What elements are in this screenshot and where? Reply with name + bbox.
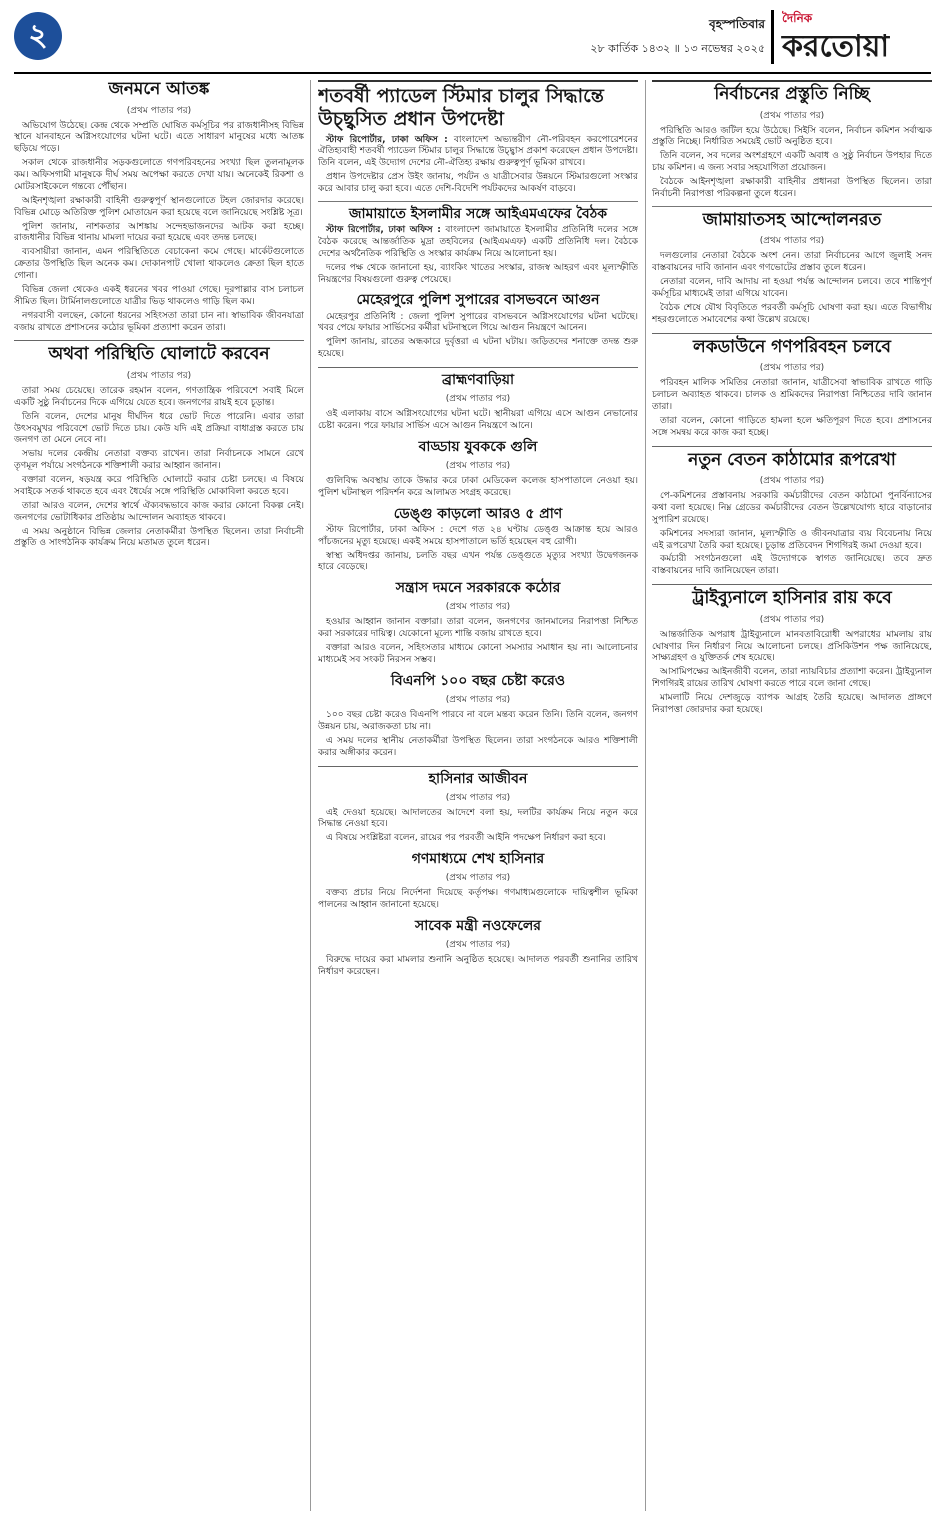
story-headline: জনমনে আতঙ্ক <box>108 80 210 99</box>
story-headline: জামায়াতে ইসলামীর সঙ্গে আইএমএফের বৈঠক <box>349 205 607 222</box>
paragraph: বিরুদ্ধে দায়ের করা মামলার শুনানি অনুষ্ঠিত হয়েছে। আদালত পরবর্তী শুনানির তারিখ নির্ধারণ করেছেন। <box>318 955 638 978</box>
column-divider <box>645 80 646 1511</box>
paragraph: তারা বলেন, কোনো গাড়িতে হামলা হলে ক্ষতিপূরণ দিতে হবে। প্রশাসনের সঙ্গে সমন্বয় করে কাজ করা হচ্ছে। <box>652 415 932 438</box>
paragraph: তারা আরও বলেন, দেশের স্বার্থে ঐক্যবদ্ধভাবে কাজ করার কোনো বিকল্প নেই। জনগণের ভোটাধিকার প্রতিষ্ঠায় আন্দোলন অব্যাহত থাকবে। <box>14 500 304 523</box>
story-body <box>652 378 932 439</box>
masthead <box>0 0 945 74</box>
story-tribunal <box>652 589 932 717</box>
story-headline: অথবা পরিস্থিতি ঘোলাটে করবেন <box>48 344 270 365</box>
section-rule <box>652 446 932 447</box>
story-headline: নির্বাচনের প্রস্তুতি নিচ্ছি <box>714 84 870 104</box>
paragraph: দলগুলোর নেতারা বৈঠকে অংশ নেন। তারা নির্বাচনের আগে জুলাই সনদ বাস্তবায়নের দাবি জানান এবং গণভোটের প্রস্তাব তুলে ধরেন। <box>652 251 932 274</box>
section-rule <box>318 766 638 767</box>
story-kicker: (প্রথম পাতার পর) <box>759 110 825 121</box>
story-body <box>14 121 304 335</box>
story-headline: ট্রাইব্যুনালে হাসিনার রায় কবে <box>692 588 892 609</box>
paragraph: পুলিশ জানায়, রাতের অন্ধকারে দুর্বৃত্তরা এ ঘটনা ঘটায়। জড়িতদের শনাক্তে তদন্ত শুরু হয়েছে। <box>318 337 638 360</box>
story-body <box>318 617 638 667</box>
paragraph-text: বাংলাদেশ অভ্যন্তরীণ নৌ-পরিবহন করপোরেশনের ঐতিহ্যবাহী শতবর্ষী প্যাডেল স্টিমার চালুর সিদ্ধান্তে উচ্ছ্বাস প্রকাশ করেছেন প্রধান উপদেষ্টা। তিনি বলেন, এই উদ্যোগ দেশের নৌ-ঐতিহ্য রক্ষায় গুরুত্বপূর্ণ ভূমিকা রাখবে। <box>318 134 638 169</box>
story-dengue <box>318 506 638 575</box>
byline: স্টাফ রিপোর্টার, ঢাকা অফিস : <box>326 225 441 236</box>
paragraph: এই দেওয়া হয়েছে। আদালতের আদেশে বলা হয়, দলটির কার্যক্রম নিয়ে নতুন করে সিদ্ধান্ত নেওয়া হবে। <box>318 807 638 830</box>
right-column <box>652 80 932 1511</box>
paragraph: অভিযোগ উঠেছে। কেন্দ্র থেকে সম্প্রতি ঘোষিত কর্মসূচির পর রাজধানীসহ বিভিন্ন স্থানে যানবাহনে অগ্নিসংযোগের ঘটনা ঘটে। এতে সাধারণ মানুষের মধ্যে আতঙ্ক ছড়িয়ে পড়ে। <box>14 120 304 155</box>
story-kicker: (প্রথম পাতার পর) <box>126 105 192 116</box>
story-body <box>318 312 638 362</box>
story-headline: গণমাধ্যমে শেখ হাসিনার <box>411 851 545 868</box>
story-body <box>318 225 638 286</box>
issue-date: ২৮ কার্তিক ১৪৩২ ॥ ১৩ নভেম্বর ২০২৫ <box>590 42 765 55</box>
paragraph: কমিশনের সদস্যরা জানান, মূল্যস্ফীতি ও জীবনযাত্রার ব্যয় বিবেচনায় নিয়ে এই রূপরেখা তৈরি করা হয়েছে। চূড়ান্ত প্রতিবেদন শিগগিরই জমা দেওয়া হবে। <box>652 528 932 551</box>
paragraph: পুলিশ জানায়, নাশকতার আশঙ্কায় সন্দেহভাজনদের আটক করা হচ্ছে। রাজধানীর বিভিন্ন থানায় মামলা দায়ের করা হয়েছে এবং তদন্ত চলছে। <box>14 221 304 244</box>
story-headline: লকডাউনে গণপরিবহন চলবে <box>693 336 891 357</box>
paragraph: পে-কমিশনের প্রস্তাবনায় সরকারি কর্মচারীদের বেতন কাঠামো পুনর্বিন্যাসের কথা বলা হয়েছে। নিম্ন গ্রেডের কর্মচারীদের বেতন উল্লেখযোগ্য হারে বাড়ানোর সুপারিশ রয়েছে। <box>652 491 932 525</box>
paragraph-text: বাংলাদেশ জামায়াতে ইসলামীর প্রতিনিধি দলের সঙ্গে বৈঠক করেছে আন্তর্জাতিক মুদ্রা তহবিলের (আইএমএফ) একটি প্রতিনিধি দল। বৈঠকে দেশের অর্থনৈতিক পরিস্থিতি ও সংস্কার কার্যক্রম নিয়ে আলোচনা হয়। <box>318 225 638 259</box>
paragraph: স্বাস্থ্য অধিদপ্তর জানায়, চলতি বছর এখন পর্যন্ত ডেঙ্গুতে মৃত্যুর সংখ্যা উদ্বেগজনক হারে বেড়েছে। <box>318 550 638 573</box>
story-kicker: (প্রথম পাতার পর) <box>759 236 825 247</box>
story-nirbachon-prostuti <box>652 80 932 207</box>
story-hasina-ajibon <box>318 771 638 846</box>
story-body <box>318 955 638 979</box>
byline: স্টাফ রিপোর্টার, ঢাকা অফিস : <box>326 134 448 145</box>
story-body <box>652 126 932 201</box>
story-badda <box>318 439 638 500</box>
paragraph: বক্তব্য প্রচার নিয়ে নির্দেশনা দিয়েছে কর্তৃপক্ষ। গণমাধ্যমগুলোকে দায়িত্বশীল ভূমিকা পালনের আহ্বান জানানো হয়েছে। <box>318 888 638 911</box>
paragraph: পরিবহন মালিক সমিতির নেতারা জানান, যাত্রীসেবা স্বাভাবিক রাখতে গাড়ি চলাচল অব্যাহত থাকবে। চালক ও শ্রমিকদের নিরাপত্তা নিশ্চিতের দাবি জানান তারা। <box>652 378 932 412</box>
paragraph: গুলিবিদ্ধ অবস্থায় তাকে উদ্ধার করে ঢাকা মেডিকেল কলেজ হাসপাতালে নেওয়া হয়। পুলিশ ঘটনাস্থল পরিদর্শন করে আলামত সংগ্রহ করেছে। <box>318 475 638 498</box>
story-kicker: (প্রথম পাতার পর) <box>445 792 511 803</box>
paragraph: আইনশৃঙ্খলা রক্ষাকারী বাহিনী গুরুত্বপূর্ণ স্থানগুলোতে টহল জোরদার করেছে। বিভিন্ন মোড়ে অতিরিক্ত পুলিশ মোতায়েন করা হয়েছে বলে জানিয়েছে সংশ্লিষ্ট সূত্র। <box>14 195 304 218</box>
section-rule <box>318 367 638 368</box>
story-headline: নতুন বেতন কাঠামোর রূপরেখা <box>688 449 896 470</box>
masthead-rule <box>14 72 931 74</box>
story-body <box>652 630 932 717</box>
paragraph: ব্যবসায়ীরা জানান, এমন পরিস্থিতিতে বেচাকেনা কমে গেছে। মার্কেটগুলোতে ক্রেতার উপস্থিতি ছিল অনেক কম। দোকানপাট খোলা থাকলেও ক্রেতা ছিল হাতে গোনা। <box>14 247 304 282</box>
paragraph: পরিস্থিতি আরও জটিল হয়ে উঠেছে। সিইসি বলেন, নির্বাচন কমিশন সর্বাত্মক প্রস্তুতি নিচ্ছে। নির্ধারিত সময়েই ভোট অনুষ্ঠিত হবে। <box>652 125 932 148</box>
story-kicker: (প্রথম পাতার পর) <box>445 394 511 405</box>
story-kicker: (প্রথম পাতার পর) <box>445 873 511 884</box>
paragraph: মামলাটি নিয়ে দেশজুড়ে ব্যাপক আগ্রহ তৈরি হয়েছে। আদালত প্রাঙ্গণে নিরাপত্তা জোরদার করা হয়েছে। <box>652 693 932 715</box>
story-kicker: (প্রথম পাতার পর) <box>445 695 511 705</box>
story-body <box>318 808 638 846</box>
paragraph: এ সময় দলের স্থানীয় নেতাকর্মীরা উপস্থিত ছিলেন। তারা সংগঠনকে আরও শক্তিশালী করার অঙ্গীকার করেন। <box>318 735 638 758</box>
paragraph: বৈঠক শেষে যৌথ বিবৃতিতে পরবর্তী কর্মসূচি ঘোষণা করা হয়। এতে বিভাগীয় শহরগুলোতে সমাবেশের কথা উল্লেখ রয়েছে। <box>652 302 932 325</box>
story-brahmanbaria <box>318 372 638 433</box>
paragraph: আসামিপক্ষের আইনজীবী বলেন, তারা ন্যায়বিচার প্রত্যাশা করেন। ট্রাইব্যুনাল শিগগিরই রায়ের তারিখ ঘোষণা করতে পারে বলে জানা গেছে। <box>652 667 932 690</box>
story-kicker: (প্রথম পাতার পর) <box>759 363 825 374</box>
story-headline: হাসিনার আজীবন <box>428 770 528 787</box>
paragraph: সভায় দলের কেন্দ্রীয় নেতারা বক্তব্য রাখেন। তারা নির্বাচনকে সামনে রেখে তৃণমূল পর্যায়ে সংগঠনকে শক্তিশালী করার আহ্বান জানান। <box>14 449 304 472</box>
paragraph: হওয়ার আহ্বান জানান বক্তারা। তারা বলেন, জনগণের জানমালের নিরাপত্তা নিশ্চিত করা সরকারের দায়িত্ব। যেকোনো মূল্যে শান্তি বজায় রাখতে হবে। <box>318 617 638 640</box>
issue-day: বৃহস্পতিবার <box>709 17 765 31</box>
story-body <box>318 888 638 912</box>
story-kicker: (প্রথম পাতার পর) <box>445 460 511 471</box>
date-block <box>590 16 765 59</box>
story-kicker: (প্রথম পাতার পর) <box>759 476 825 487</box>
paragraph: এ সময় অনুষ্ঠানে বিভিন্ন জেলার নেতাকর্মীরা উপস্থিত ছিলেন। তারা নির্বাচনী প্রস্তুতি ও সাংগঠনিক কার্যক্রম নিয়ে মতামত তুলে ধরেন। <box>14 526 304 549</box>
logo-prefix: দৈনিক <box>782 11 813 25</box>
story-lead-steamer <box>318 80 638 202</box>
story-jamaat-imf <box>318 206 638 286</box>
story-gonomadhyome <box>318 851 638 912</box>
story-lockdown <box>652 338 932 440</box>
story-headline: বিএনপি ১০০ বছর চেষ্টা করেও <box>390 672 566 689</box>
paragraph: দলের পক্ষ থেকে জানানো হয়, ব্যাংকিং খাতের সংস্কার, রাজস্ব আহরণ এবং মূল্যস্ফীতি নিয়ন্ত্রণের বিষয়গুলো গুরুত্ব পেয়েছে। <box>318 262 638 285</box>
story-headline: মেহেরপুরে পুলিশ সুপারের বাসভবনে আগুন <box>356 292 600 309</box>
lead-headline: শতবর্ষী প্যাডেল স্টিমার চালুর সিদ্ধান্তে উচ্ছ্বসিত প্রধান উপদেষ্টা <box>318 85 604 130</box>
story-headline: ব্রাহ্মণবাড়িয়া <box>441 372 515 389</box>
paragraph: নগরবাসী বলছেন, কোনো ধরনের সহিংসতা তারা চান না। স্বাভাবিক জীবনযাত্রা বজায় রাখতে প্রশাসনের কঠোর ভূমিকা প্রত্যাশা করেন তারা। <box>14 310 304 333</box>
story-meherpur <box>318 292 638 361</box>
paragraph: স্টাফ রিপোর্টার, ঢাকা অফিস : দেশে গত ২৪ ঘণ্টায় ডেঙ্গু আক্রান্ত হয়ে আরও পাঁচজনের মৃত্যু হয়েছে। একই সময়ে হাসপাতালে ভর্তি হয়েছেন বহু রোগী। <box>318 524 638 547</box>
paragraph: কর্মচারী সংগঠনগুলো এই উদ্যোগকে স্বাগত জানিয়েছে। তবে দ্রুত বাস্তবায়নের দাবি জানিয়েছেন তারা। <box>652 554 932 577</box>
middle-column <box>318 80 638 1511</box>
story-headline: ডেঙ্গু কাড়লো আরও ৫ প্রাণ <box>393 505 563 522</box>
story-headline: জামায়াতসহ আন্দোলনরত <box>702 209 882 230</box>
paragraph: ১০০ বছর চেষ্টা করেও বিএনপি পারবে না বলে মন্তব্য করেন তিনি। তিনি বলেন, জনগণ উন্নয়ন চায়, অরাজকতা চায় না। <box>318 710 638 732</box>
paragraph: বক্তারা আরও বলেন, সহিংসতার মাধ্যমে কোনো সমস্যার সমাধান হয় না। আলোচনার মাধ্যমেই সব সংকট নিরসন সম্ভব। <box>318 643 638 666</box>
paragraph: বৈঠকে আইনশৃঙ্খলা রক্ষাকারী বাহিনীর প্রধানরা উপস্থিত ছিলেন। তারা নির্বাচনী নিরাপত্তা পরিকল্পনা তুলে ধরেন। <box>652 177 932 199</box>
story-body <box>318 409 638 433</box>
paragraph <box>318 225 638 261</box>
story-headline: সাবেক মন্ত্রী নওফেলের <box>414 918 542 935</box>
page-number-badge: ২ <box>14 12 62 60</box>
logo-name: করতোয়া <box>782 29 890 64</box>
paragraph: ওই এলাকায় বাসে অগ্নিসংযোগের ঘটনা ঘটে। স্থানীয়রা এগিয়ে এসে আগুন নেভানোর চেষ্টা করেন। পরে ফায়ার সার্ভিস এসে আগুন নিয়ন্ত্রণে আনে। <box>318 409 638 431</box>
story-kicker: (প্রথম পাতার পর) <box>445 602 511 613</box>
story-bnp-100 <box>318 673 638 760</box>
story-kicker: (প্রথম পাতার পর) <box>759 614 825 625</box>
story-jonomone-atonko <box>14 80 304 334</box>
paragraph: প্রধান উপদেষ্টার প্রেস উইং জানায়, পর্যটন ও যাত্রীসেবার উন্নয়নে স্টিমারগুলো সংস্কার করে আবার চালু করা হবে। এতে দেশি-বিদেশি পর্যটকদের আকর্ষণ বাড়বে। <box>318 172 638 195</box>
story-jamaat-andolon <box>652 211 932 327</box>
paragraph: তারা সময় চেয়েছে। তারেক রহমান বলেন, গণতান্ত্রিক পরিবেশে সবাই মিলে একটি সুষ্ঠু নির্বাচনের দিকে এগিয়ে যেতে হবে। জনগণের রায়ই হবে চূড়ান্ত। <box>14 385 304 408</box>
column-divider <box>310 80 311 1511</box>
section-rule <box>652 584 932 585</box>
story-body <box>318 135 638 196</box>
newspaper-logo <box>771 10 931 64</box>
story-body <box>14 386 304 550</box>
story-body <box>318 710 638 760</box>
story-body <box>318 525 638 575</box>
story-nowfel <box>318 918 638 979</box>
story-headline: সন্ত্রাস দমনে সরকারকে কঠোর <box>395 580 561 597</box>
paragraph: নেতারা বলেন, দাবি আদায় না হওয়া পর্যন্ত আন্দোলন চলবে। তবে শান্তিপূর্ণ কর্মসূচির মাধ্যমেই তারা এগিয়ে যাবেন। <box>652 277 932 299</box>
story-poristhiti <box>14 345 304 550</box>
paragraph: বিভিন্ন জেলা থেকেও একই ধরনের খবর পাওয়া গেছে। দূরপাল্লার বাস চলাচল সীমিত ছিল। টার্মিনালগুলোতে যাত্রীর ভিড় থাকলেও গাড়ি ছিল কম। <box>14 284 304 307</box>
paragraph: আন্তর্জাতিক অপরাধ ট্রাইব্যুনালে মানবতাবিরোধী অপরাধের মামলায় রায় ঘোষণার দিন নির্ধারণ নিয়ে আলোচনা চলছে। প্রসিকিউশন পক্ষ জানিয়েছে, সাক্ষ্যগ্রহণ ও যুক্তিতর্ক শেষ হয়েছে। <box>652 629 932 664</box>
paragraph: এ বিষয়ে সংশ্লিষ্টরা বলেন, রায়ের পর পরবর্তী আইনি পদক্ষেপ নির্ধারণ করা হবে। <box>326 833 606 844</box>
paragraph: তিনি বলেন, সব দলের অংশগ্রহণে একটি অবাধ ও সুষ্ঠু নির্বাচন উপহার দিতে চায় কমিশন। এ জন্য সবার সহযোগিতা প্রয়োজন। <box>652 151 932 174</box>
story-kicker: (প্রথম পাতার পর) <box>126 370 192 381</box>
story-body <box>652 251 932 326</box>
story-headline: বাড্ডায় যুবককে গুলি <box>418 438 538 455</box>
paragraph: মেহেরপুর প্রতিনিধি : জেলা পুলিশ সুপারের বাসভবনে অগ্নিসংযোগের ঘটনা ঘটেছে। খবর পেয়ে ফায়ার সার্ভিসের কর্মীরা ঘটনাস্থলে গিয়ে আগুন নিয়ন্ত্রণে আনেন। <box>318 311 638 334</box>
story-body <box>318 476 638 500</box>
story-beton-kathamo <box>652 451 932 579</box>
paragraph: সকাল থেকে রাজধানীর সড়কগুলোতে গণপরিবহনের সংখ্যা ছিল তুলনামূলক কম। অফিসগামী মানুষকে দীর্ঘ সময় অপেক্ষা করতে দেখা যায়। অনেকেই রিকশা ও মোটরসাইকেলে গন্তব্যে পৌঁছান। <box>14 158 304 192</box>
paragraph: বক্তারা বলেন, ষড়যন্ত্র করে পরিস্থিতি ঘোলাটে করার চেষ্টা চলছে। এ বিষয়ে সবাইকে সতর্ক থাকতে হবে এবং ধৈর্যের সঙ্গে পরিস্থিতি মোকাবিলা করতে হবে। <box>14 475 304 497</box>
section-rule <box>14 340 304 341</box>
paragraph <box>318 135 638 171</box>
section-rule <box>652 333 932 334</box>
story-kicker: (প্রথম পাতার পর) <box>445 940 511 951</box>
left-column <box>14 80 304 1511</box>
story-body <box>652 491 932 578</box>
story-sontras <box>318 580 638 667</box>
paragraph: তিনি বলেন, দেশের মানুষ দীর্ঘদিন ধরে ভোট দিতে পারেনি। এবার তারা উৎসবমুখর পরিবেশে ভোট দিতে চায়। কেউ যদি এই প্রক্রিয়া বাধাগ্রস্ত করতে চায় জনগণ তা মেনে নেবে না। <box>14 411 304 446</box>
